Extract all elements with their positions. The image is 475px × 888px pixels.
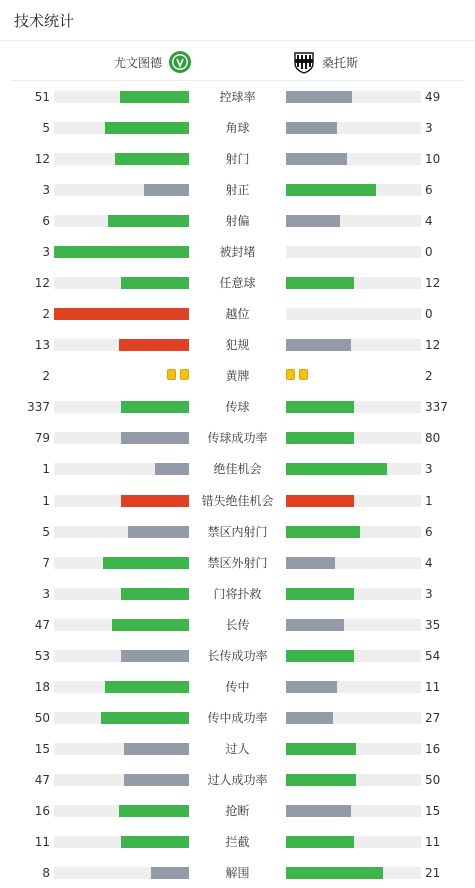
stat-label: 任意球 bbox=[219, 276, 256, 291]
stat-label: 传球成功率 bbox=[207, 431, 268, 446]
home-stat-bar-fill bbox=[155, 463, 189, 475]
stat-row bbox=[0, 89, 475, 105]
stat-label: 射偏 bbox=[225, 214, 250, 229]
stat-row bbox=[0, 710, 475, 726]
stat-row bbox=[0, 213, 475, 229]
home-stat-bar-fill bbox=[128, 526, 189, 538]
home-stat-bar bbox=[54, 463, 189, 475]
away-stat-value: 80 bbox=[425, 431, 441, 446]
away-stat-bar bbox=[286, 215, 421, 227]
juventude-crest-icon bbox=[168, 50, 192, 74]
away-yellow-cards bbox=[286, 369, 308, 380]
away-stat-value: 3 bbox=[425, 121, 433, 136]
home-stat-bar bbox=[54, 122, 189, 134]
away-stat-value: 21 bbox=[425, 866, 441, 880]
home-stat-bar-fill bbox=[101, 712, 189, 724]
home-stat-value: 79 bbox=[34, 431, 50, 446]
away-stat-value: 11 bbox=[425, 834, 441, 849]
home-team[interactable] bbox=[114, 44, 192, 80]
home-stat-bar-fill bbox=[121, 432, 189, 444]
home-stat-value: 50 bbox=[34, 710, 50, 725]
header-divider bbox=[10, 80, 465, 81]
stat-row bbox=[0, 493, 475, 509]
away-stat-value: 3 bbox=[425, 462, 433, 477]
away-stat-bar-fill bbox=[286, 650, 354, 662]
stat-row bbox=[0, 151, 475, 167]
home-stat-bar bbox=[54, 526, 189, 538]
away-stat-bar bbox=[286, 91, 421, 103]
stat-row bbox=[0, 834, 475, 850]
home-stat-bar bbox=[54, 681, 189, 693]
home-stat-bar-fill bbox=[108, 215, 189, 227]
home-stat-bar bbox=[54, 557, 189, 569]
away-stat-value: 12 bbox=[425, 338, 441, 353]
home-stat-value: 3 bbox=[42, 586, 50, 601]
away-stat-value: 4 bbox=[425, 555, 433, 570]
stat-label: 传球 bbox=[225, 400, 250, 415]
home-stat-bar-fill bbox=[54, 308, 189, 320]
away-stat-bar bbox=[286, 774, 421, 786]
away-stat-bar bbox=[286, 526, 421, 538]
stat-label: 角球 bbox=[225, 121, 250, 136]
away-stat-bar bbox=[286, 650, 421, 662]
home-stat-bar bbox=[54, 184, 189, 196]
stat-row bbox=[0, 741, 475, 757]
away-stat-value: 50 bbox=[425, 772, 441, 787]
home-stat-bar bbox=[54, 774, 189, 786]
away-stat-value: 6 bbox=[425, 183, 433, 198]
home-stat-bar-fill bbox=[121, 650, 189, 662]
away-stat-value: 0 bbox=[425, 245, 433, 260]
title-divider bbox=[0, 40, 475, 41]
away-stat-bar-fill bbox=[286, 712, 333, 724]
away-stat-bar bbox=[286, 432, 421, 444]
away-stat-bar-fill bbox=[286, 526, 360, 538]
stat-row bbox=[0, 337, 475, 353]
stat-row bbox=[0, 524, 475, 540]
santos-crest-icon bbox=[292, 50, 316, 74]
home-stat-bar-fill bbox=[151, 867, 189, 879]
home-stat-bar-fill bbox=[121, 495, 189, 507]
yellow-card-icon bbox=[299, 369, 308, 380]
home-stat-bar bbox=[54, 277, 189, 289]
home-stat-bar bbox=[54, 91, 189, 103]
stat-label: 射门 bbox=[225, 152, 250, 167]
home-stat-value: 8 bbox=[42, 866, 50, 880]
away-stat-bar bbox=[286, 867, 421, 879]
away-stat-bar bbox=[286, 712, 421, 724]
home-stat-value: 1 bbox=[42, 493, 50, 508]
home-stat-bar bbox=[54, 588, 189, 600]
away-stat-bar bbox=[286, 805, 421, 817]
stat-label: 长传 bbox=[225, 617, 250, 632]
away-stat-value: 16 bbox=[425, 741, 441, 756]
stat-label: 犯规 bbox=[225, 338, 250, 353]
page-title: 技术统计 bbox=[14, 12, 75, 30]
away-stat-bar-fill bbox=[286, 495, 354, 507]
home-stat-value: 51 bbox=[34, 90, 50, 104]
stat-row bbox=[0, 617, 475, 633]
teams-header bbox=[0, 44, 475, 80]
yellow-card-icon bbox=[180, 369, 189, 380]
home-stat-bar-fill bbox=[112, 619, 189, 631]
home-stat-bar-fill bbox=[121, 277, 189, 289]
home-stat-value: 53 bbox=[34, 648, 50, 663]
yellow-card-icon bbox=[167, 369, 176, 380]
home-stat-bar bbox=[54, 401, 189, 413]
away-stat-bar-fill bbox=[286, 867, 383, 879]
stat-label: 绝佳机会 bbox=[213, 462, 262, 477]
away-stat-value: 11 bbox=[425, 679, 441, 694]
stat-label: 长传成功率 bbox=[207, 648, 268, 663]
away-stat-value: 6 bbox=[425, 524, 433, 539]
home-stat-bar-fill bbox=[120, 91, 189, 103]
away-stat-bar bbox=[286, 308, 421, 320]
home-stat-value: 337 bbox=[27, 400, 50, 415]
home-stat-bar bbox=[54, 619, 189, 631]
stat-row bbox=[0, 461, 475, 477]
stat-row bbox=[0, 555, 475, 571]
home-stat-bar-fill bbox=[124, 774, 189, 786]
stat-row bbox=[0, 772, 475, 788]
away-stat-bar bbox=[286, 495, 421, 507]
away-stat-bar bbox=[286, 401, 421, 413]
home-stat-value: 15 bbox=[34, 741, 50, 756]
away-stat-bar-fill bbox=[286, 681, 337, 693]
yellow-card-icon bbox=[286, 369, 295, 380]
stat-label: 传中 bbox=[225, 679, 250, 694]
home-stat-bar-fill bbox=[115, 153, 189, 165]
stat-label: 黄牌 bbox=[225, 369, 250, 384]
home-stat-bar bbox=[54, 153, 189, 165]
home-stat-bar bbox=[54, 805, 189, 817]
stat-label: 解围 bbox=[225, 866, 250, 880]
away-stat-bar-fill bbox=[286, 743, 356, 755]
home-stat-bar bbox=[54, 495, 189, 507]
stat-row bbox=[0, 865, 475, 881]
away-stat-bar-fill bbox=[286, 588, 354, 600]
home-stat-bar-fill bbox=[124, 743, 189, 755]
away-stat-bar bbox=[286, 246, 421, 258]
stat-row bbox=[0, 244, 475, 260]
away-stat-bar bbox=[286, 743, 421, 755]
home-stat-value: 12 bbox=[34, 276, 50, 291]
stat-row bbox=[0, 182, 475, 198]
away-stat-bar-fill bbox=[286, 277, 354, 289]
stat-label: 越位 bbox=[225, 307, 250, 322]
home-stat-value: 7 bbox=[42, 555, 50, 570]
stat-row bbox=[0, 306, 475, 322]
stat-row bbox=[0, 803, 475, 819]
stat-label: 拦截 bbox=[225, 834, 250, 849]
home-stat-bar bbox=[54, 743, 189, 755]
away-stat-bar bbox=[286, 588, 421, 600]
home-stat-bar-fill bbox=[144, 184, 189, 196]
home-stat-value: 11 bbox=[34, 834, 50, 849]
away-stat-value: 12 bbox=[425, 276, 441, 291]
home-stat-bar bbox=[54, 308, 189, 320]
stat-label: 禁区外射门 bbox=[207, 555, 268, 570]
away-stat-value: 49 bbox=[425, 90, 441, 104]
stat-row bbox=[0, 120, 475, 136]
home-stat-bar-fill bbox=[119, 339, 189, 351]
stat-label: 抢断 bbox=[225, 803, 250, 818]
away-stat-bar-fill bbox=[286, 184, 376, 196]
away-stat-bar-fill bbox=[286, 215, 340, 227]
stat-label: 被封堵 bbox=[219, 245, 256, 260]
home-stat-bar bbox=[54, 215, 189, 227]
home-stat-bar-fill bbox=[121, 401, 189, 413]
home-stat-bar-fill bbox=[103, 557, 189, 569]
home-stat-value: 2 bbox=[42, 307, 50, 322]
away-stat-value: 54 bbox=[425, 648, 441, 663]
home-stat-value: 47 bbox=[34, 772, 50, 787]
home-stat-value: 18 bbox=[34, 679, 50, 694]
stat-label: 过人成功率 bbox=[207, 772, 268, 787]
stat-row bbox=[0, 368, 475, 384]
away-stat-bar-fill bbox=[286, 557, 335, 569]
stat-label: 错失绝佳机会 bbox=[201, 493, 274, 508]
away-stat-value: 337 bbox=[425, 400, 448, 415]
home-stat-bar-fill bbox=[54, 246, 189, 258]
away-stat-bar-fill bbox=[286, 91, 352, 103]
stat-label: 射正 bbox=[225, 183, 250, 198]
away-stat-bar bbox=[286, 557, 421, 569]
stat-row bbox=[0, 586, 475, 602]
away-stat-bar bbox=[286, 836, 421, 848]
away-stat-value: 3 bbox=[425, 586, 433, 601]
stat-row bbox=[0, 399, 475, 415]
stat-label: 传中成功率 bbox=[207, 710, 268, 725]
home-team-name: 尤文图德 bbox=[114, 55, 163, 70]
away-stat-bar bbox=[286, 122, 421, 134]
home-yellow-cards bbox=[167, 369, 189, 380]
home-stat-bar bbox=[54, 246, 189, 258]
away-stat-bar-fill bbox=[286, 774, 356, 786]
stat-label: 控球率 bbox=[219, 90, 256, 104]
stat-row bbox=[0, 679, 475, 695]
home-stat-bar-fill bbox=[121, 836, 189, 848]
away-stat-bar-fill bbox=[286, 836, 354, 848]
away-stat-value: 1 bbox=[425, 493, 433, 508]
away-stat-bar bbox=[286, 277, 421, 289]
home-stat-bar bbox=[54, 867, 189, 879]
home-stat-bar-fill bbox=[105, 681, 189, 693]
home-stat-value: 13 bbox=[34, 338, 50, 353]
home-stat-value: 1 bbox=[42, 462, 50, 477]
stat-row bbox=[0, 648, 475, 664]
home-stat-bar-fill bbox=[119, 805, 189, 817]
home-stat-value: 5 bbox=[42, 121, 50, 136]
away-stat-bar-fill bbox=[286, 401, 354, 413]
away-stat-bar-fill bbox=[286, 122, 337, 134]
home-stat-value: 3 bbox=[42, 245, 50, 260]
away-stat-value: 4 bbox=[425, 214, 433, 229]
home-stat-bar bbox=[54, 712, 189, 724]
home-stat-bar bbox=[54, 650, 189, 662]
home-stat-value: 6 bbox=[42, 214, 50, 229]
away-stat-bar-fill bbox=[286, 805, 351, 817]
away-stat-bar bbox=[286, 463, 421, 475]
home-stat-bar bbox=[54, 836, 189, 848]
away-stat-value: 2 bbox=[425, 369, 433, 384]
away-team-name: 桑托斯 bbox=[322, 55, 359, 70]
home-stat-value: 12 bbox=[34, 152, 50, 167]
away-stat-value: 27 bbox=[425, 710, 441, 725]
away-stat-bar-fill bbox=[286, 432, 354, 444]
away-stat-bar-fill bbox=[286, 153, 347, 165]
away-stat-bar-fill bbox=[286, 339, 351, 351]
home-stat-value: 2 bbox=[42, 369, 50, 384]
away-stat-bar bbox=[286, 619, 421, 631]
home-stat-bar bbox=[54, 432, 189, 444]
home-stat-value: 5 bbox=[42, 524, 50, 539]
stat-label: 禁区内射门 bbox=[207, 524, 268, 539]
home-stat-bar bbox=[54, 339, 189, 351]
home-stat-value: 47 bbox=[34, 617, 50, 632]
away-stat-bar bbox=[286, 184, 421, 196]
away-stat-bar-fill bbox=[286, 463, 387, 475]
home-stat-bar-fill bbox=[105, 122, 189, 134]
away-stat-value: 0 bbox=[425, 307, 433, 322]
away-stat-value: 35 bbox=[425, 617, 441, 632]
away-stat-value: 15 bbox=[425, 803, 441, 818]
stat-label: 过人 bbox=[225, 741, 250, 756]
stat-label: 门将扑救 bbox=[213, 586, 262, 601]
away-stat-bar bbox=[286, 153, 421, 165]
stat-row bbox=[0, 430, 475, 446]
home-stat-bar-fill bbox=[121, 588, 189, 600]
home-stat-value: 16 bbox=[34, 803, 50, 818]
away-stat-value: 10 bbox=[425, 152, 441, 167]
away-team[interactable] bbox=[292, 44, 358, 80]
home-stat-value: 3 bbox=[42, 183, 50, 198]
away-stat-bar bbox=[286, 681, 421, 693]
away-stat-bar bbox=[286, 339, 421, 351]
away-stat-bar-fill bbox=[286, 619, 344, 631]
stat-row bbox=[0, 275, 475, 291]
